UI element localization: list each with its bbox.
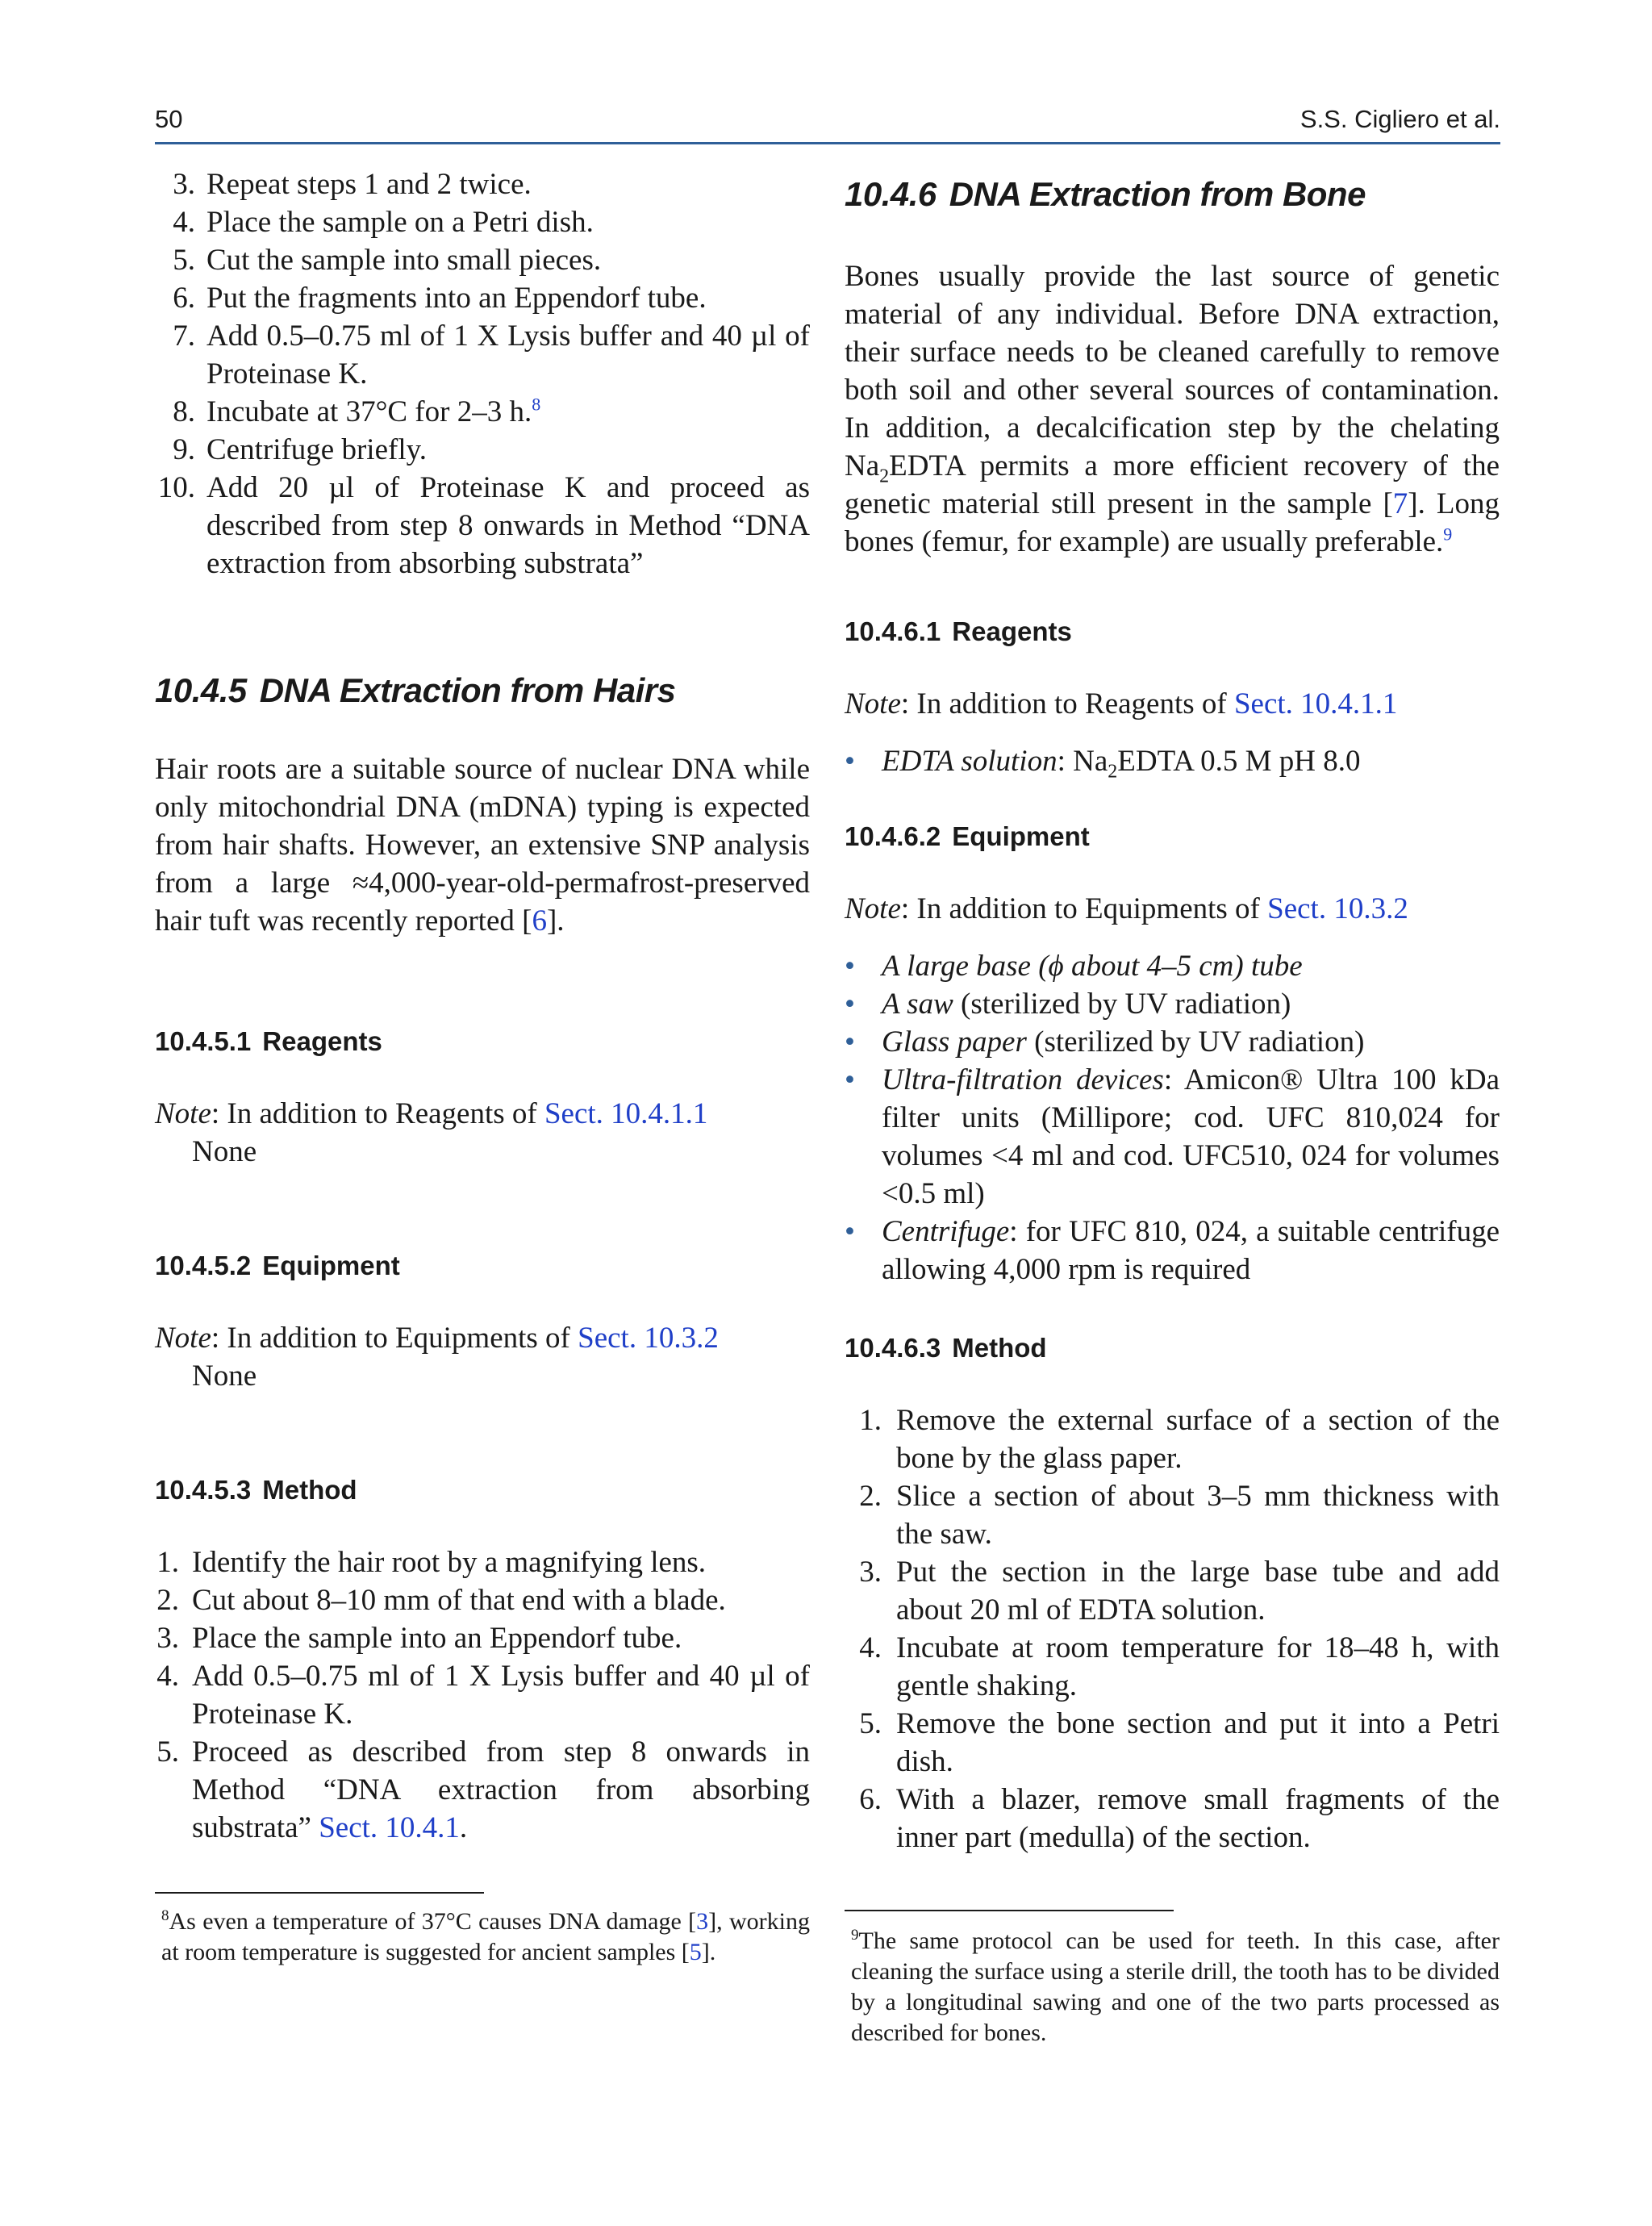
citation-link[interactable]: 3 (696, 1908, 709, 1935)
subsection-heading-equipment: 10.4.6.2 Equipment (845, 821, 1090, 851)
citation-link[interactable]: 6 (532, 904, 547, 938)
reagents-note: Note: In addition to Reagents of Sect. 10.4.1.1 (155, 1097, 708, 1130)
right-column (845, 165, 1500, 2049)
subsection-heading-method: 10.4.6.3 Method (845, 1333, 1047, 1363)
section-link[interactable]: Sect. 10.3.2 (1267, 892, 1408, 925)
section-link[interactable]: Sect. 10.4.1 (319, 1811, 460, 1844)
equipment-note: Note: In addition to Equipments of Sect. 10.3.2 (155, 1322, 719, 1355)
method-steps-list (155, 1543, 810, 1847)
list-item: 2. Cut about 8–10 mm of that end with a blade. (156, 1584, 726, 1617)
footnote-8: $^8$As even a temperature of 37°C causes DNA damage [3], working at room temperature is suggested for ancient samples [5]. (161, 1907, 811, 1965)
subsection-heading-reagents: 10.4.5.1 Reagents (155, 1026, 382, 1056)
section-heading-bone: 10.4.6 DNA Extraction from Bone (845, 175, 1366, 213)
list-item: • EDTA solution: $Na_2EDTA$ 0.5 M pH 8.0 (845, 742, 1500, 780)
subsection-heading-method: 10.4.5.3 Method (155, 1475, 357, 1505)
list-item: 10. Add 20 µl of Proteinase K and proceed as described from step 8 onwards in Method “DNA extraction from absorbing substrata” (157, 471, 810, 580)
equipment-note: Note: In addition to Equipments of Sect. 10.3.2 (845, 892, 1408, 925)
section-link[interactable]: Sect. 10.4.1.1 (1233, 687, 1398, 720)
list-item: 1. Identify the hair root by a magnifying lens. (156, 1546, 707, 1579)
list-item: 4. Add 0.5–0.75 ml of 1 X Lysis buffer and 40 µl of Proteinase K. (156, 1660, 810, 1731)
footnote-ref-9[interactable]: 9 (1443, 524, 1453, 545)
equipment-bullets (845, 947, 1500, 1288)
list-item: 1. Remove the external surface of a section of the bone by the glass paper. (859, 1404, 1500, 1475)
list-item: 6. With a blazer, remove small fragments of the inner part (medulla) of the section. (859, 1783, 1500, 1854)
reagents-note: Note: In addition to Reagents of Sect. 10.4.1.1 (845, 687, 1398, 720)
bone-paragraph: Bones usually provide the last source of genetic material of any individual. Before DNA extraction, their surface needs to be cleaned carefully to remove both soil and other several sources of contamination. In addition, a decalcification step by the chelating $Na_2EDTA$ permits a more efficient recovery of the genetic material still present in the sample [7]. Long bones (femur, for example) are usually preferable.$^9$ (845, 260, 1500, 558)
running-header (155, 105, 1500, 144)
section-heading-hairs: 10.4.5 DNA Extraction from Hairs (155, 671, 676, 709)
footnote-rule (845, 1910, 1174, 1911)
section-link[interactable]: Sect. 10.4.1.1 (544, 1097, 708, 1130)
section-link[interactable]: Sect. 10.3.2 (578, 1322, 719, 1355)
bullet-icon: • (845, 1025, 855, 1059)
list-item: • Glass paper (sterilized by UV radiation) (845, 1023, 1500, 1061)
list-item: 3. Place the sample into an Eppendorf tube. (156, 1622, 682, 1655)
list-item: 2. Slice a section of about 3–5 mm thickness with the saw. (859, 1480, 1500, 1551)
left-column (155, 165, 810, 1968)
reagents-none: None (192, 1135, 257, 1168)
list-item: 5. Cut the sample into small pieces. (173, 244, 602, 277)
list-item: • A large base (ϕ about 4–5 cm) tube (845, 947, 1500, 985)
list-item: 3. Repeat steps 1 and 2 twice. (173, 168, 532, 201)
citation-link[interactable]: 7 (1392, 487, 1408, 520)
list-item: 4. Incubate at room temperature for 18–48 h, with gentle shaking. (859, 1631, 1500, 1702)
continued-steps-list (155, 165, 810, 583)
reagents-bullets (845, 742, 1500, 783)
list-item: 5. Remove the bone section and put it into a Petri dish. (859, 1707, 1500, 1778)
subsection-heading-equipment: 10.4.5.2 Equipment (155, 1251, 400, 1280)
subsection-heading-reagents: 10.4.6.1 Reagents (845, 616, 1072, 646)
list-item: 4. Place the sample on a Petri dish. (173, 206, 594, 239)
footnote-rule (155, 1892, 484, 1894)
footnote-9: $^9$The same protocol can be used for teeth. In this case, after cleaning the surface using a sterile drill, the tooth has to be divided by a longitudinal sawing and one of the two parts processed as described for bones. (851, 1927, 1500, 2046)
list-item: 7. Add 0.5–0.75 ml of 1 X Lysis buffer and 40 µl of Proteinase K. (173, 319, 810, 390)
method-steps-list (845, 1401, 1500, 1856)
citation-link[interactable]: 5 (689, 1939, 702, 1965)
running-authors: S.S. Cigliero et al. (1299, 105, 1500, 133)
footnote-ref-8[interactable]: 8 (532, 394, 541, 415)
list-item: 3. Put the section in the large base tube and add about 20 ml of EDTA solution. (859, 1556, 1500, 1627)
hairs-paragraph: Hair roots are a suitable source of nuclear DNA while only mitochondrial DNA (mDNA) typing is expected from hair shafts. However, an extensive SNP analysis from a large ≈4,000-year-old-permafrost-preserved hair tuft was recently reported [6]. (155, 753, 810, 938)
bullet-icon: • (845, 1063, 855, 1096)
bullet-icon: • (845, 988, 855, 1021)
list-item: • Ultra-filtration devices: Amicon® Ultra 100 kDa filter units (Millipore; cod. UFC 810,024 for volumes <4 ml and cod. UFC510, 024 for volumes <0.5 ml) (845, 1061, 1500, 1213)
equipment-none: None (192, 1359, 257, 1393)
bullet-icon: • (845, 1215, 855, 1248)
list-item: 9. Centrifuge briefly. (173, 433, 427, 466)
bullet-icon: • (845, 950, 855, 983)
page-number: 50 (155, 105, 183, 133)
list-item: 8. Incubate at 37°C for 2–3 h.$^8$ (173, 394, 541, 428)
list-item: 5. Proceed as described from step 8 onwards in Method “DNA extraction from absorbing substrata” Sect. 10.4.1. (156, 1735, 810, 1844)
bullet-icon: • (845, 745, 855, 778)
list-item: • A saw (sterilized by UV radiation) (845, 985, 1500, 1023)
list-item: 6. Put the fragments into an Eppendorf tube. (173, 282, 707, 315)
list-item: • Centrifuge: for UFC 810, 024, a suitable centrifuge allowing 4,000 rpm is required (845, 1213, 1500, 1288)
